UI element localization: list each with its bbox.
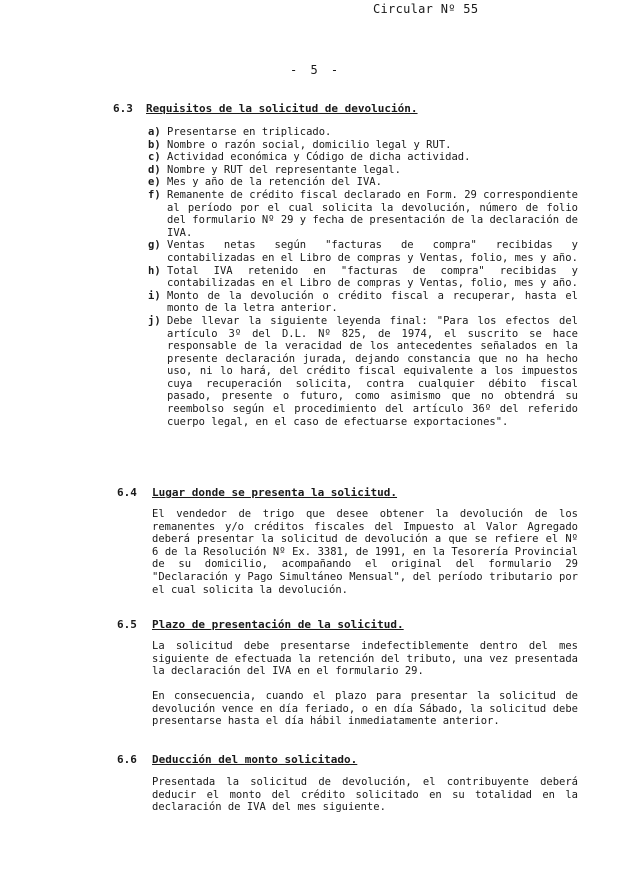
list-item (148, 239, 578, 264)
item-marker: d) (148, 163, 161, 176)
item-text: Actividad económica y Código de dicha actividad. (167, 151, 471, 164)
item-text: Presentarse en triplicado. (167, 126, 332, 138)
list-item (148, 265, 578, 290)
paragraph: Presentada la solicitud de devolución, el contribuyente deberá deducir el monto del crédito solicitado en su totalidad en la declaración de IVA del mes siguiente. (152, 776, 578, 814)
item-text: Debe llevar la siguiente leyenda final: "Para los efectos del artículo 3º del D.L. Nº 825, de 1974, el suscrito se hace responsable de la veracidad de los antecedentes señalados en la presente declaración jurada, dejando constancia que no ha hecho uso, ni lo hará, del crédito fiscal equivalente a los impuestos cuya recuperación solicita, contra cualquier débito fiscal pasado, presente o futuro, como asimismo que no obtendrá su reembolso según el procedimiento del artículo 36º del referido cuerpo legal, en el caso de efectuarse exportaciones". (167, 314, 578, 428)
list-item (148, 139, 578, 152)
section-title: Requisitos de la solicitud de devolución. (146, 102, 418, 115)
list-item (148, 151, 578, 164)
item-marker: e) (148, 176, 161, 189)
list-item (148, 189, 578, 239)
item-text: Nombre o razón social, domicilio legal y RUT. (167, 138, 452, 151)
paragraph: El vendedor de trigo que desee obtener la devolución de los remanentes y/o créditos fiscales del Impuesto al Valor Agregado deberá presentar la solicitud de devolución a que se refiere el Nº 6 de la Resolución Nº Ex. 3381, de 1991, en la Tesorería Provincial de su domicilio, acompañando el original del formulario 29 "Declaración y Pago Simultáneo Mensual", del período tributario por el cual solicita la devolución. (152, 508, 578, 596)
list-item (148, 126, 578, 139)
requirements-list (148, 126, 578, 428)
item-marker: a) (148, 126, 161, 138)
item-marker: g) (148, 239, 161, 252)
item-marker: j) (148, 314, 161, 327)
paragraph: En consecuencia, cuando el plazo para presentar la solicitud de devolución vence en día feriado, o en día Sábado, la solicitud debe presentarse hasta el día hábil inmediatamente anterior. (152, 690, 578, 728)
paragraph: La solicitud debe presentarse indefectiblemente dentro del mes siguiente de efectuada la retención del tributo, una vez presentada la declaración del IVA en el formulario 29. (152, 640, 578, 678)
list-item (148, 315, 578, 428)
list-item (148, 176, 578, 189)
item-text: Nombre y RUT del representante legal. (167, 163, 401, 176)
section-title: Lugar donde se presenta la solicitud. (152, 486, 398, 499)
list-item (148, 164, 578, 177)
item-marker: h) (148, 264, 161, 277)
item-text: Ventas netas según "facturas de compra" recibidas y contabilizadas en el Libro de compras y Ventas, folio, mes y año. (167, 239, 578, 264)
item-marker: b) (148, 138, 161, 151)
item-text: Monto de la devolución o crédito fiscal a recuperar, hasta el monto de la letra anterior. (167, 289, 578, 315)
section-number: 6.3 (113, 102, 133, 115)
item-marker: i) (148, 289, 161, 302)
section-title: Deducción del monto solicitado. (152, 753, 358, 766)
circular-header: Circular Nº 55 (373, 2, 479, 16)
list-item (148, 290, 578, 315)
item-text: Remanente de crédito fiscal declarado en Form. 29 correspondiente al período por el cual solicita la devolución, número de folio del formulario Nº 29 y fecha de presentación de la declaración de IVA. (167, 188, 578, 239)
section-number: 6.6 (117, 753, 137, 766)
item-text: Total IVA retenido en "facturas de compra" recibidas y contabilizadas en el Libro de compras y Ventas, folio, mes y año. (167, 264, 578, 290)
page-number: - 5 - (290, 63, 339, 77)
item-text: Mes y año de la retención del IVA. (167, 176, 382, 189)
item-marker: f) (148, 188, 161, 201)
section-title: Plazo de presentación de la solicitud. (152, 618, 404, 631)
item-marker: c) (148, 151, 161, 164)
section-number: 6.4 (117, 486, 137, 499)
section-number: 6.5 (117, 618, 137, 631)
